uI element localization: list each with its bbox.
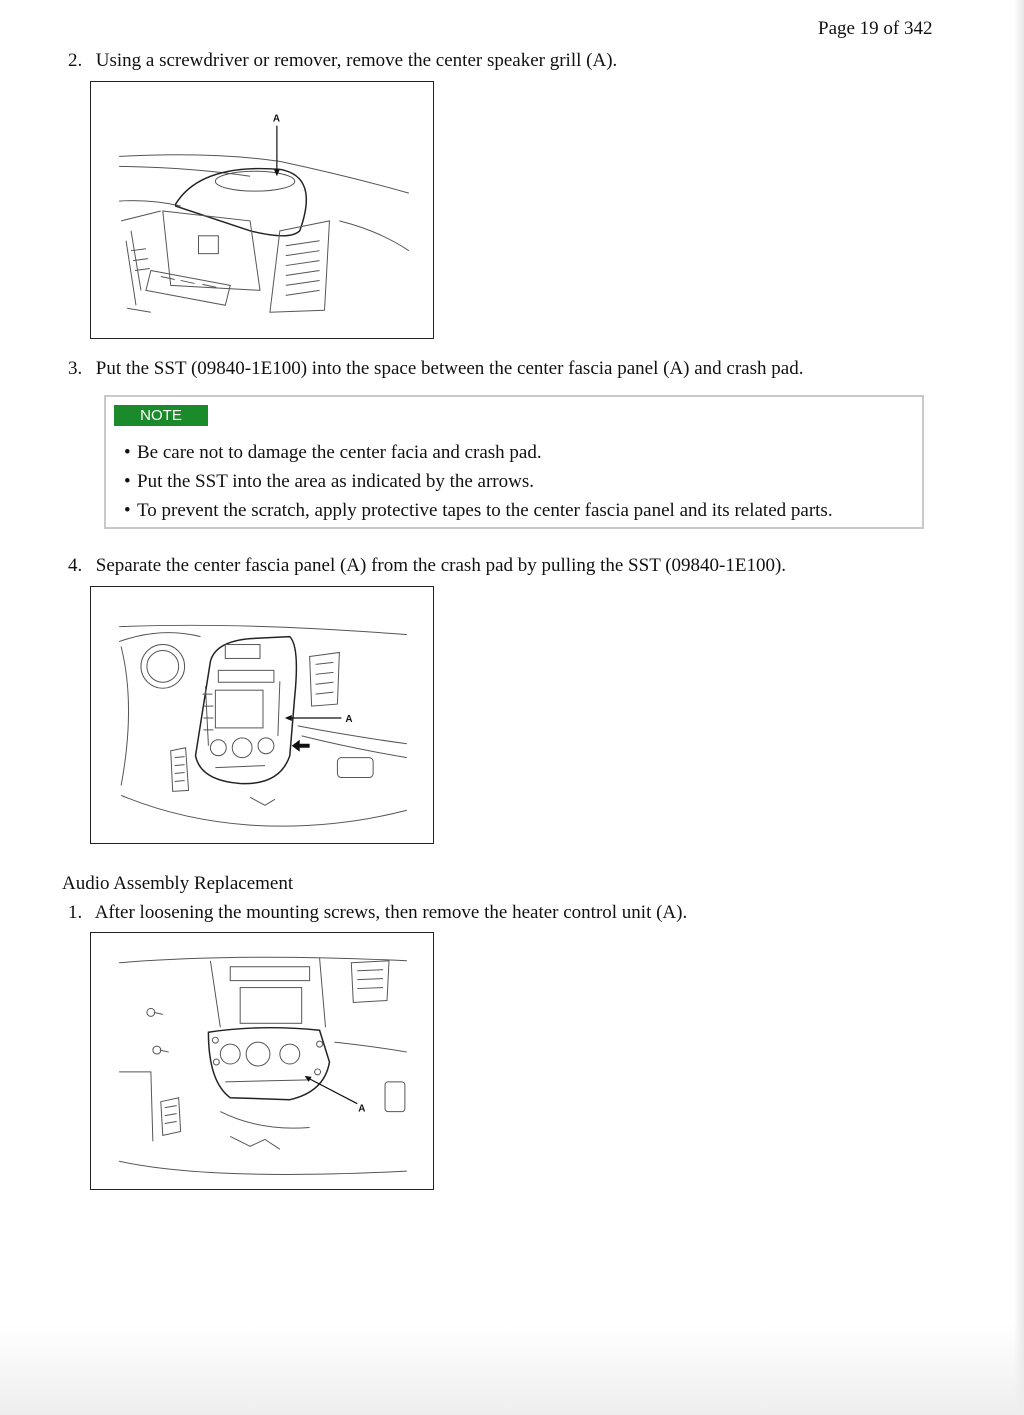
step-3 — [68, 358, 803, 380]
step-number: 4. — [68, 555, 83, 576]
page-number: Page 19 of 342 — [818, 18, 933, 39]
step-number: 2. — [68, 50, 83, 71]
heater-control-illustration — [91, 933, 433, 1189]
note-item: • Put the SST into the area as indicated by the arrows. — [124, 471, 534, 492]
step-number: 3. — [68, 358, 83, 379]
figure-center-fascia — [90, 586, 434, 844]
step-2 — [68, 50, 617, 72]
step-text: Put the SST (09840-1E100) into the space between the center fascia panel (A) and crash pad. — [95, 358, 804, 379]
page-edge — [1014, 0, 1024, 1415]
step-text: Using a screwdriver or remover, remove the center speaker grill (A). — [95, 50, 618, 71]
step-text: After loosening the mounting screws, then remove the heater control unit (A). — [94, 902, 688, 923]
note-item: • To prevent the scratch, apply protective tapes to the center fascia panel and its related parts. — [124, 500, 833, 521]
figure-callout-label: A — [358, 1103, 366, 1115]
figure-speaker-grill — [90, 81, 434, 339]
bullet-icon: • — [124, 442, 131, 463]
note-badge: NOTE — [114, 405, 208, 426]
bullet-icon: • — [124, 500, 131, 521]
note-item: • Be care not to damage the center facia and crash pad. — [124, 442, 542, 463]
step-text: Separate the center fascia panel (A) from the crash pad by pulling the SST (09840-1E100). — [95, 555, 787, 576]
figure-heater-control — [90, 932, 434, 1190]
page-bottom-shadow — [0, 1325, 1024, 1415]
arrow-icon — [292, 740, 310, 752]
note-box — [104, 395, 924, 529]
bullet-icon: • — [124, 471, 131, 492]
step-number: 1. — [68, 902, 83, 923]
center-fascia-illustration — [91, 587, 433, 843]
step-4 — [68, 555, 786, 577]
step-1 — [68, 902, 687, 924]
speaker-grill-illustration — [91, 82, 433, 338]
note-list — [124, 442, 833, 529]
figure-callout-label: A — [272, 113, 281, 125]
figure-callout-label: A — [345, 713, 353, 725]
section-heading: Audio Assembly Replacement — [62, 873, 294, 894]
